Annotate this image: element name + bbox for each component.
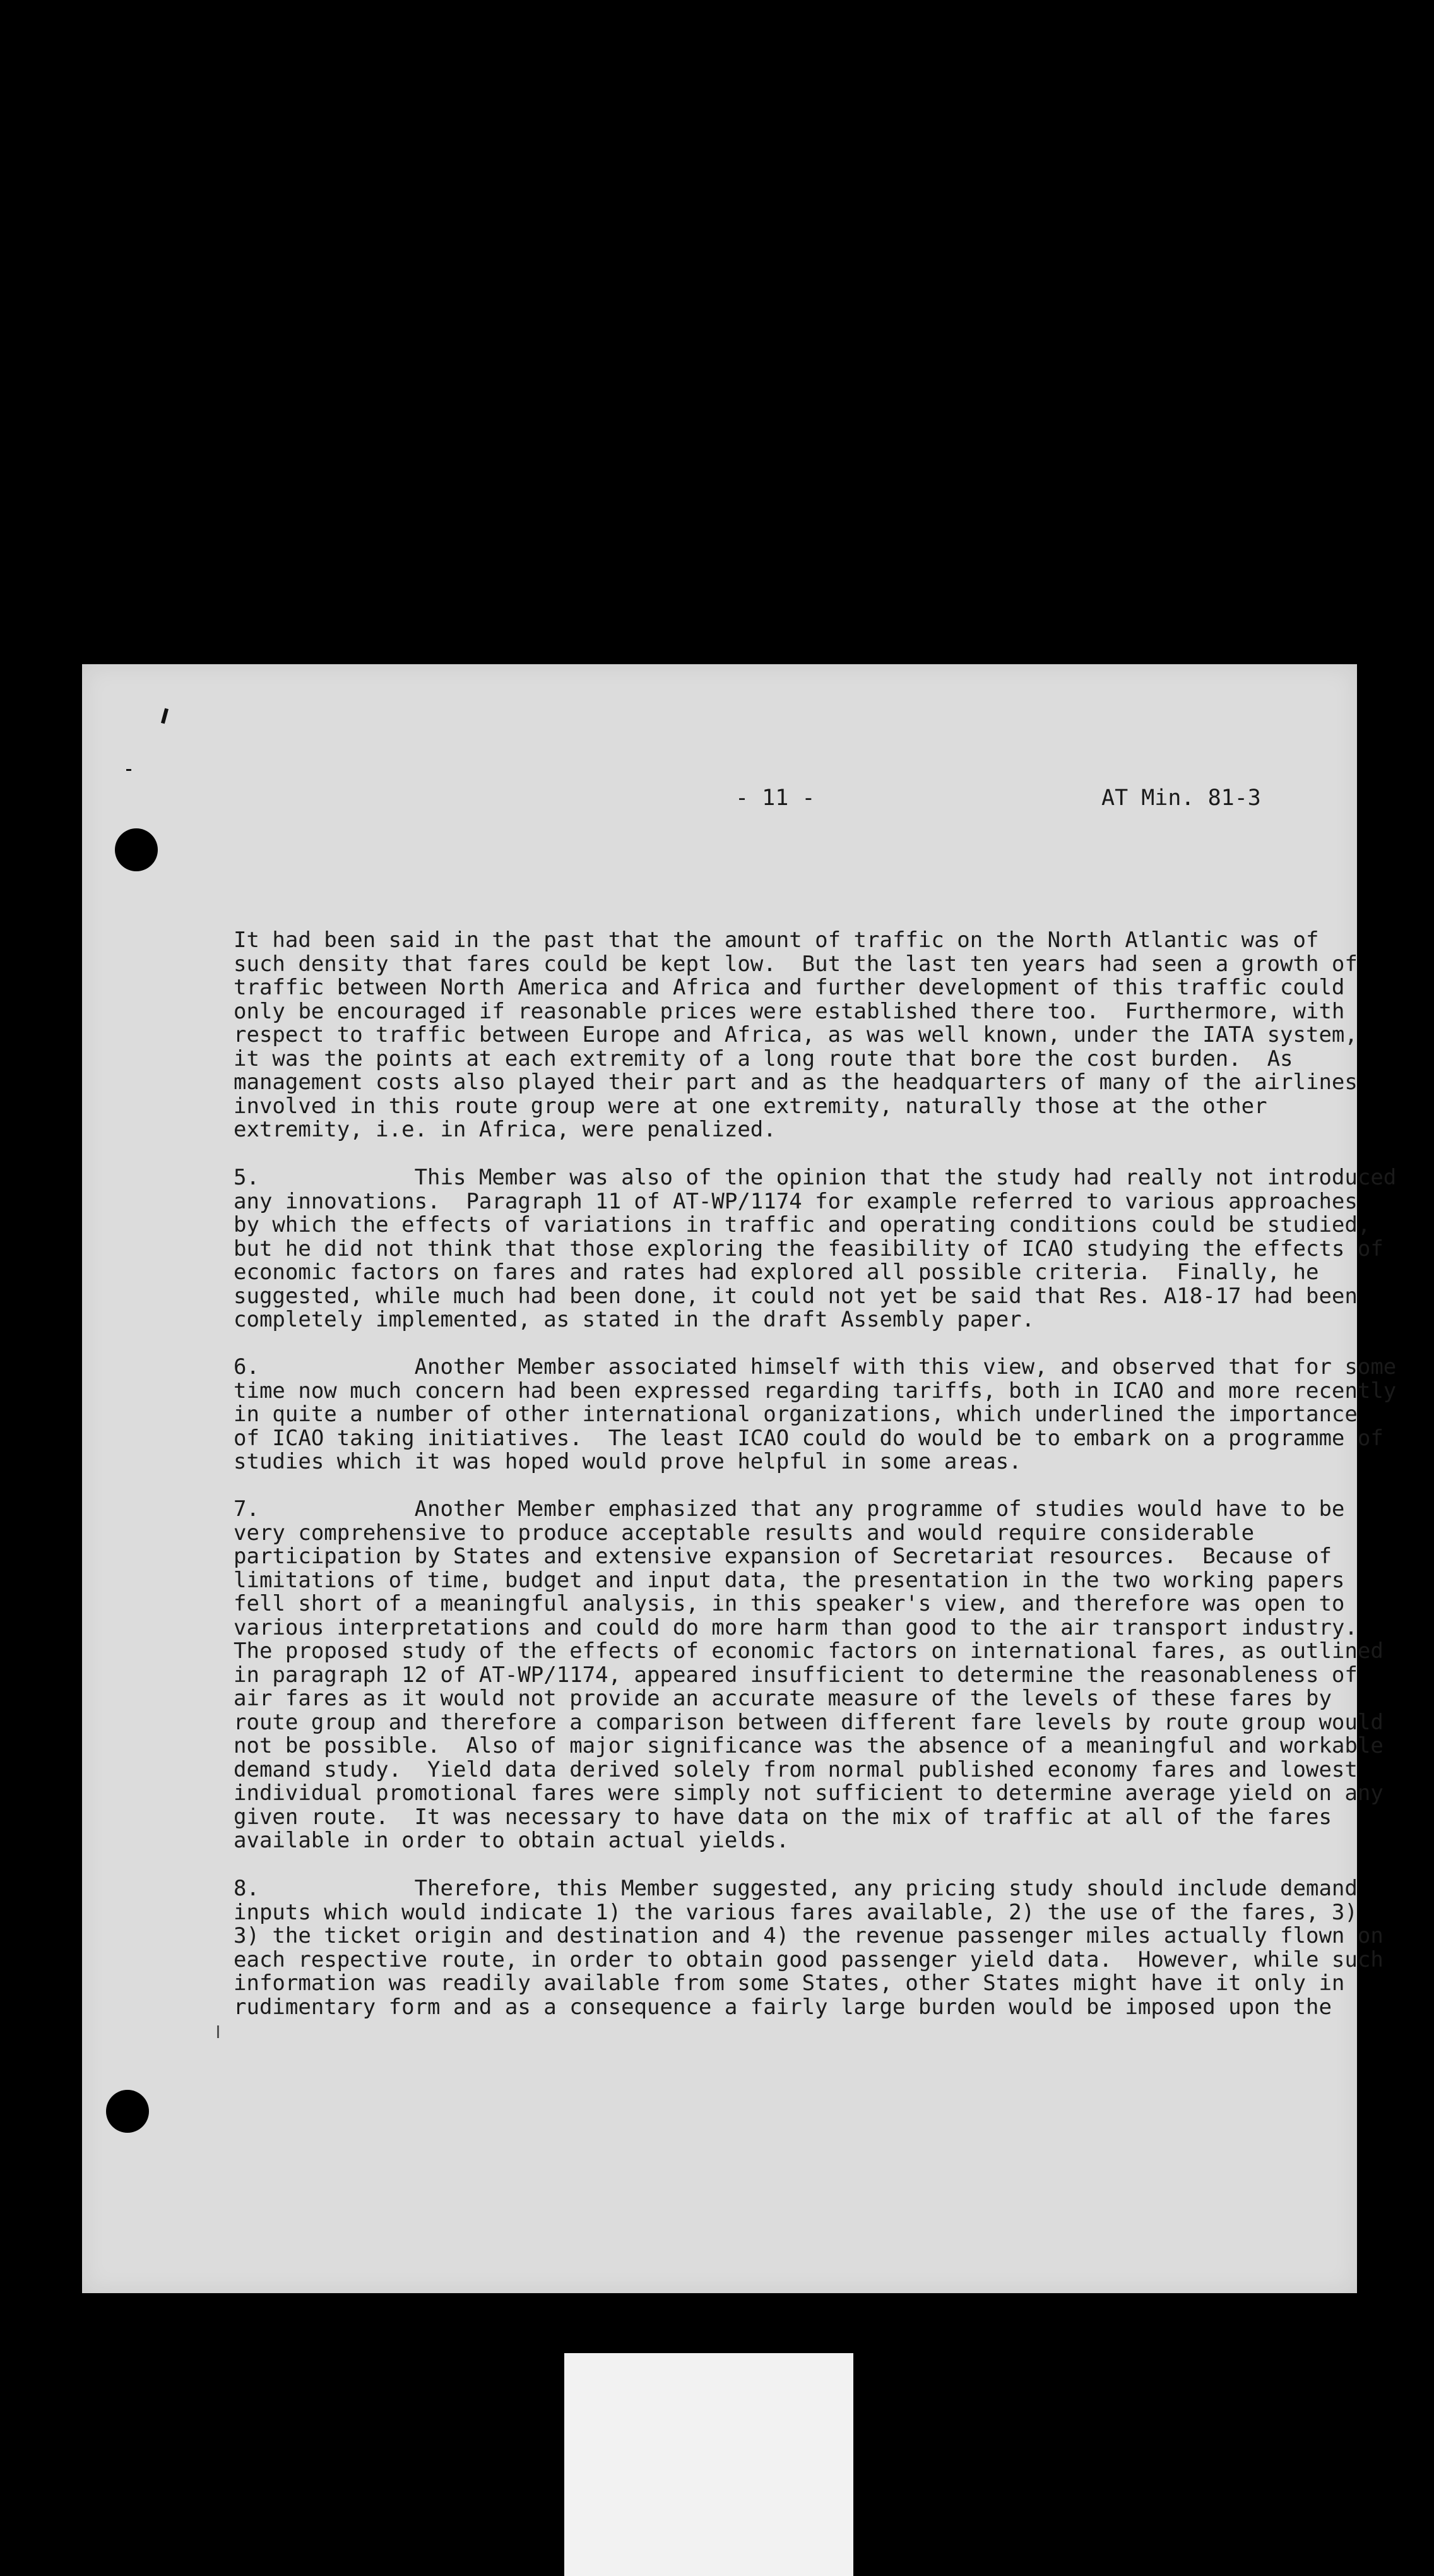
paragraph-text: 8. Therefore, this Member suggested, any pricing study should include demand inputs which would indicate 1) the various fares available, 2) the use of the fares, 3) 3) the ticket origin and destination and 4) the revenue passenger miles actually flown on each respective route, in order to obtain good passenger yield data. However, while such information was readily available from some States, other States might have it only in rudimentary form and as a consequence a fairly large burden would be imposed upon the	[234, 1876, 1384, 2020]
film-target-slip	[564, 2353, 853, 2576]
ink-mark	[217, 2025, 219, 2038]
punch-hole-top	[115, 828, 158, 871]
document-reference: AT Min. 81-3	[1101, 785, 1261, 811]
paragraph-6	[234, 1354, 1397, 1474]
paragraph-text: 5. This Member was also of the opinion that the study had really not introduced any innovations. Paragraph 11 of AT-WP/1174 for example referred to various approaches by which the effects of variations in traffic and operating conditions could be studied, but he did not think that those exploring the feasibility of ICAO studying the effects of economic factors on fares and rates had explored all possible criteria. Finally, he suggested, while much had been done, it could not yet be said that Res. A18-17 had been completely implemented, as stated in the draft Assembly paper.	[234, 1165, 1397, 1332]
page-number: - 11 -	[735, 785, 815, 811]
paragraph-8	[234, 1876, 1384, 2020]
paragraph-5	[234, 1165, 1397, 1332]
ink-mark	[126, 769, 131, 771]
paragraph-text: It had been said in the past that the amount of traffic on the North Atlantic was of such density that fares could be kept low. But the last ten years had seen a growth of traffic between North America and Africa and further development of this traffic could only be encouraged if reasonable prices were established there too. Furthermore, with respect to traffic between Europe and Africa, as was well known, under the IATA system, it was the points at each extremity of a long route that bore the cost burden. As management costs also played their part and as the headquarters of many of the airlines involved in this route group were at one extremity, naturally those at the other extremity, i.e. in Africa, were penalized.	[234, 927, 1358, 1142]
paragraph-text: 6. Another Member associated himself with this view, and observed that for some time now much concern had been expressed regarding tariffs, both in ICAO and more recently in quite a number of other international organizations, which underlined the importance of ICAO taking initiatives. The least ICAO could do would be to embark on a programme of studies which it was hoped would prove helpful in some areas.	[234, 1354, 1397, 1474]
paragraph-continuation	[234, 927, 1358, 1142]
paragraph-7	[234, 1496, 1384, 1853]
punch-hole-bottom	[106, 2090, 149, 2133]
paragraph-text: 7. Another Member emphasized that any programme of studies would have to be very comprehensive to produce acceptable results and would require considerable participation by States and extensive expansion of Secretariat resources. Because of limitations of time, budget and input data, the presentation in the two working papers fell short of a meaningful analysis, in this speaker's view, and therefore was open to various interpretations and could do more harm than good to the air transport industry. The proposed study of the effects of economic factors on international fares, as outlined in paragraph 12 of AT-WP/1174, appeared insufficient to determine the reasonableness of air fares as it would not provide an accurate measure of the levels of these fares by route group and therefore a comparison between different fare levels by route group would not be possible. Also of major significance was the absence of a meaningful and workable demand study. Yield data derived solely from normal published economy fares and lowest individual promotional fares were simply not sufficient to determine average yield on any given route. It was necessary to have data on the mix of traffic at all of the fares available in order to obtain actual yields.	[234, 1496, 1384, 1853]
document-page	[82, 664, 1357, 2293]
